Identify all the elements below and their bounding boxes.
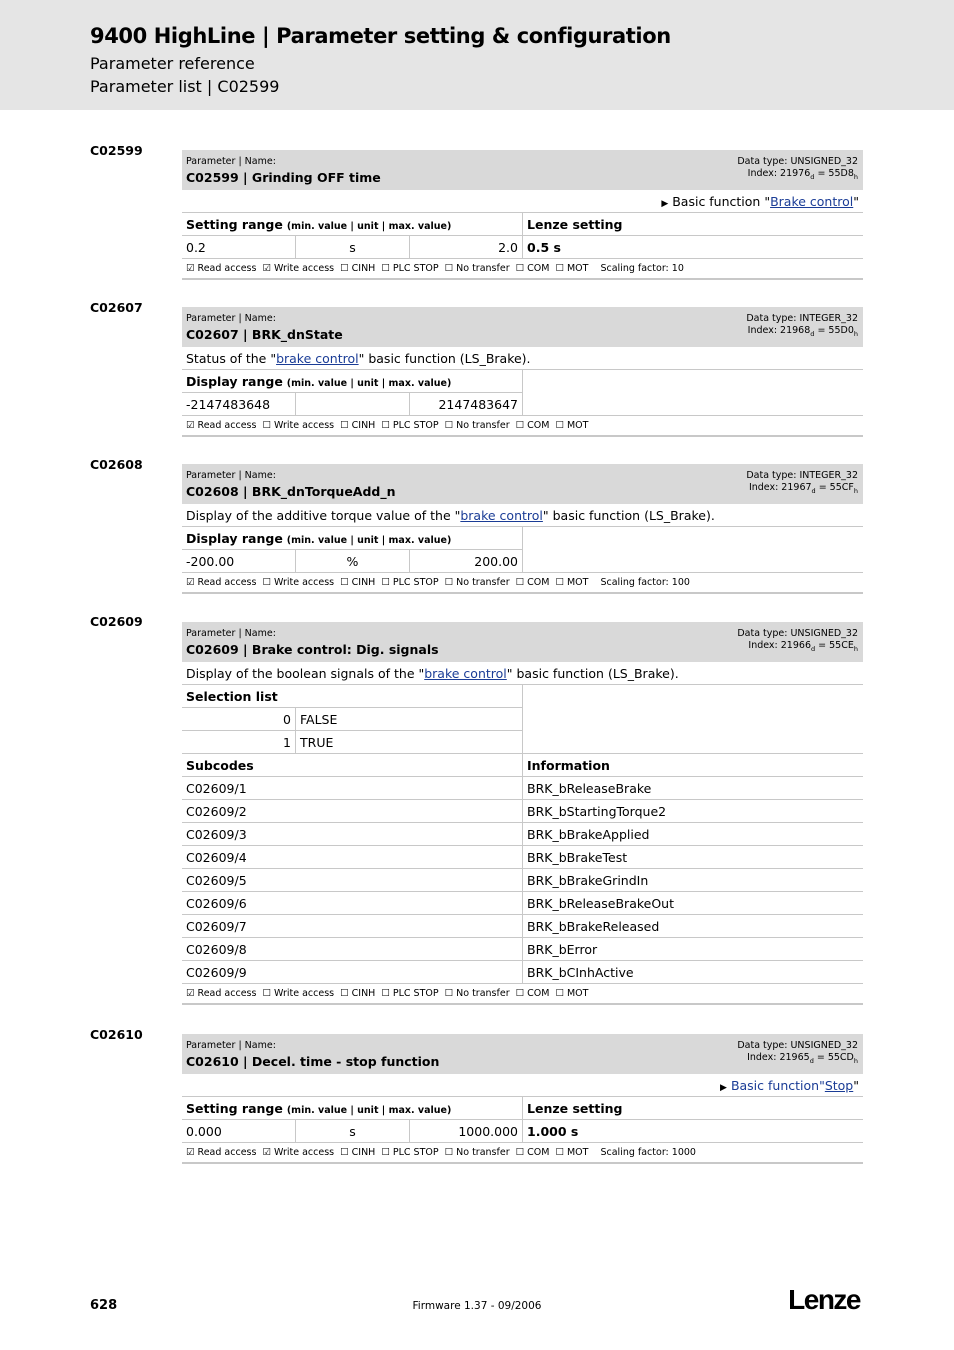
lenze-setting-title: Lenze setting <box>522 1097 863 1120</box>
code-label-c02610: C02610 <box>90 1027 143 1042</box>
param-header <box>182 464 863 504</box>
range-title: Display range <box>186 531 283 546</box>
param-block-c02610 <box>182 1034 863 1164</box>
lenze-value: 0.5 s <box>522 236 863 259</box>
subcode: C02609/6 <box>186 896 247 911</box>
code-label-c02608: C02608 <box>90 457 143 472</box>
range-hint: (min. value | unit | max. value) <box>286 378 452 389</box>
param-name: C02610 | Decel. time - stop function <box>186 1054 440 1069</box>
subcode-row <box>182 961 863 984</box>
param-index: Index: $21965_d = 55CD_h$ <box>747 1052 858 1065</box>
data-type: Data type: INTEGER_32 <box>746 313 858 324</box>
unit <box>295 393 409 416</box>
range-hint: (min. value | unit | max. value) <box>286 535 452 546</box>
subcode-info: BRK_bReleaseBrake <box>522 777 863 800</box>
param-index: Index: $21966_d = 55CE_h$ <box>748 640 858 653</box>
param-header <box>182 1034 863 1074</box>
param-name-label: Parameter | Name: <box>186 470 276 481</box>
subcode-info: BRK_bBrakeGrindIn <box>522 869 863 892</box>
description-row: Display of the boolean signals of the "brake control" basic function (LS_Brake). <box>182 662 863 685</box>
description-row: Display of the additive torque value of the "brake control" basic function (LS_Brake). <box>182 504 863 527</box>
subcode-info: BRK_bBrakeReleased <box>522 915 863 938</box>
subcode-info: BRK_bBrakeApplied <box>522 823 863 846</box>
selection-row <box>182 708 863 731</box>
subcode-row <box>182 892 863 915</box>
subcode-info: BRK_bBrakeTest <box>522 846 863 869</box>
data-type: Data type: UNSIGNED_32 <box>737 1040 858 1051</box>
selection-value: 0 <box>182 708 295 731</box>
param-index: Index: $21976_d = 55D8_h$ <box>747 168 858 181</box>
range-title: Display range <box>186 374 283 389</box>
selection-label: TRUE <box>295 731 522 754</box>
min-value: 0.000 <box>186 1124 222 1139</box>
range-values-row <box>182 1120 863 1143</box>
access-flags: ☑ Read access ☐ Write access ☐ CINH ☐ PLC STOP ☐ No transfer ☐ COM ☐ MOT <box>182 416 863 437</box>
range-title: Setting range <box>186 217 283 232</box>
data-type: Data type: UNSIGNED_32 <box>737 628 858 639</box>
stop-link[interactable]: Stop <box>824 1078 854 1093</box>
range-header-row <box>182 1097 863 1120</box>
data-type: Data type: UNSIGNED_32 <box>737 156 858 167</box>
selection-list-title: Selection list <box>182 685 522 708</box>
document-title: 9400 HighLine | Parameter setting & configuration <box>90 24 671 48</box>
param-block-c02608 <box>182 464 863 594</box>
subcode-info: BRK_bCInhActive <box>522 961 863 984</box>
range-hint: (min. value | unit | max. value) <box>286 1105 452 1116</box>
triangle-right-icon: ▶ <box>720 1083 727 1093</box>
firmware-version: Firmware 1.37 - 09/2006 <box>412 1300 542 1312</box>
min-value: -2147483648 <box>182 393 295 416</box>
range-hint: (min. value | unit | max. value) <box>286 221 452 232</box>
subcodes-header-row <box>182 754 863 777</box>
code-label-c02599: C02599 <box>90 143 143 158</box>
range-values-row <box>182 550 863 573</box>
subcode-info: BRK_bError <box>522 938 863 961</box>
range-header-row <box>182 213 863 236</box>
param-name-label: Parameter | Name: <box>186 628 276 639</box>
param-header <box>182 150 863 190</box>
param-block-c02599 <box>182 150 863 280</box>
subcode-row <box>182 915 863 938</box>
param-index: Index: $21967_d = 55CF_h$ <box>748 482 858 495</box>
subcode: C02609/5 <box>186 873 247 888</box>
code-label-c02609: C02609 <box>90 614 143 629</box>
access-flags: ☑ Read access ☑ Write access ☐ CINH ☐ PLC STOP ☐ No transfer ☐ COM ☐ MOT Scaling factor: 10 <box>182 259 863 280</box>
brake-control-link[interactable]: brake control <box>276 351 359 366</box>
access-flags: ☑ Read access ☐ Write access ☐ CINH ☐ PLC STOP ☐ No transfer ☐ COM ☐ MOT Scaling factor: 100 <box>182 573 863 594</box>
basic-function-row: ▶ Basic function"Stop" <box>182 1074 863 1097</box>
subcode-row <box>182 846 863 869</box>
param-name: C02607 | BRK_dnState <box>186 327 343 342</box>
range-title: Setting range <box>186 1101 283 1116</box>
scaling-factor: Scaling factor: 1000 <box>600 1147 696 1158</box>
subcode: C02609/7 <box>186 919 247 934</box>
max-value: 2.0 <box>409 236 522 259</box>
subcode: C02609/4 <box>186 850 247 865</box>
brake-control-link[interactable]: brake control <box>424 666 507 681</box>
section-title: Parameter reference <box>90 54 255 73</box>
param-block-c02607 <box>182 307 863 437</box>
range-header-row <box>182 370 863 393</box>
subcode-row <box>182 777 863 800</box>
param-name: C02608 | BRK_dnTorqueAdd_n <box>186 484 396 499</box>
subcode: C02609/2 <box>186 804 247 819</box>
subcodes-title: Subcodes <box>186 758 254 773</box>
scaling-factor: Scaling factor: 100 <box>600 577 690 588</box>
code-label-c02607: C02607 <box>90 300 143 315</box>
subcode-row <box>182 869 863 892</box>
page-header <box>0 0 954 110</box>
param-header <box>182 622 863 662</box>
access-flags: ☑ Read access ☐ Write access ☐ CINH ☐ PLC STOP ☐ No transfer ☐ COM ☐ MOT <box>182 984 863 1005</box>
param-name-label: Parameter | Name: <box>186 1040 276 1051</box>
unit: s <box>295 1120 409 1143</box>
unit: s <box>295 236 409 259</box>
selection-value: 1 <box>182 731 295 754</box>
lenze-value: 1.000 s <box>522 1120 863 1143</box>
triangle-right-icon: ▶ <box>661 199 669 209</box>
page-number: 628 <box>90 1298 118 1313</box>
param-name-label: Parameter | Name: <box>186 313 276 324</box>
subcode-info: BRK_bStartingTorque2 <box>522 800 863 823</box>
min-value: 0.2 <box>186 240 206 255</box>
brake-control-link[interactable]: brake control <box>460 508 543 523</box>
lenze-setting-title: Lenze setting <box>522 213 863 236</box>
param-name-label: Parameter | Name: <box>186 156 276 167</box>
subcode: C02609/3 <box>186 827 247 842</box>
basic-function-row: ▶ Basic function "Brake control" <box>182 190 863 213</box>
range-values-row <box>182 393 863 416</box>
param-header <box>182 307 863 347</box>
brake-control-link[interactable]: Brake control <box>770 194 854 209</box>
description-row: Status of the "brake control" basic function (LS_Brake). <box>182 347 863 370</box>
param-name: C02599 | Grinding OFF time <box>186 170 381 185</box>
selection-row <box>182 731 863 754</box>
max-value: 2147483647 <box>409 393 522 416</box>
param-block-c02609 <box>182 622 863 1005</box>
min-value: -200.00 <box>182 550 295 573</box>
data-type: Data type: INTEGER_32 <box>746 470 858 481</box>
range-values-row <box>182 236 863 259</box>
subcode: C02609/1 <box>186 781 247 796</box>
subcode-row <box>182 823 863 846</box>
unit: % <box>295 550 409 573</box>
subcode-row <box>182 800 863 823</box>
selection-label: FALSE <box>295 708 522 731</box>
range-header-row <box>182 527 863 550</box>
information-title: Information <box>522 754 863 777</box>
subcode: C02609/8 <box>186 942 247 957</box>
subcode: C02609/9 <box>186 965 247 980</box>
max-value: 200.00 <box>409 550 522 573</box>
scaling-factor: Scaling factor: 10 <box>600 263 684 274</box>
param-name: C02609 | Brake control: Dig. signals <box>186 642 439 657</box>
lenze-logo: Lenze <box>788 1284 860 1315</box>
subcode-info: BRK_bReleaseBrakeOut <box>522 892 863 915</box>
selection-header-row <box>182 685 863 708</box>
subsection-title: Parameter list | C02599 <box>90 77 280 96</box>
max-value: 1000.000 <box>409 1120 522 1143</box>
subcode-row <box>182 938 863 961</box>
access-flags: ☑ Read access ☑ Write access ☐ CINH ☐ PLC STOP ☐ No transfer ☐ COM ☐ MOT Scaling factor: 1000 <box>182 1143 863 1164</box>
param-index: Index: $21968_d = 55D0_h$ <box>747 325 858 338</box>
